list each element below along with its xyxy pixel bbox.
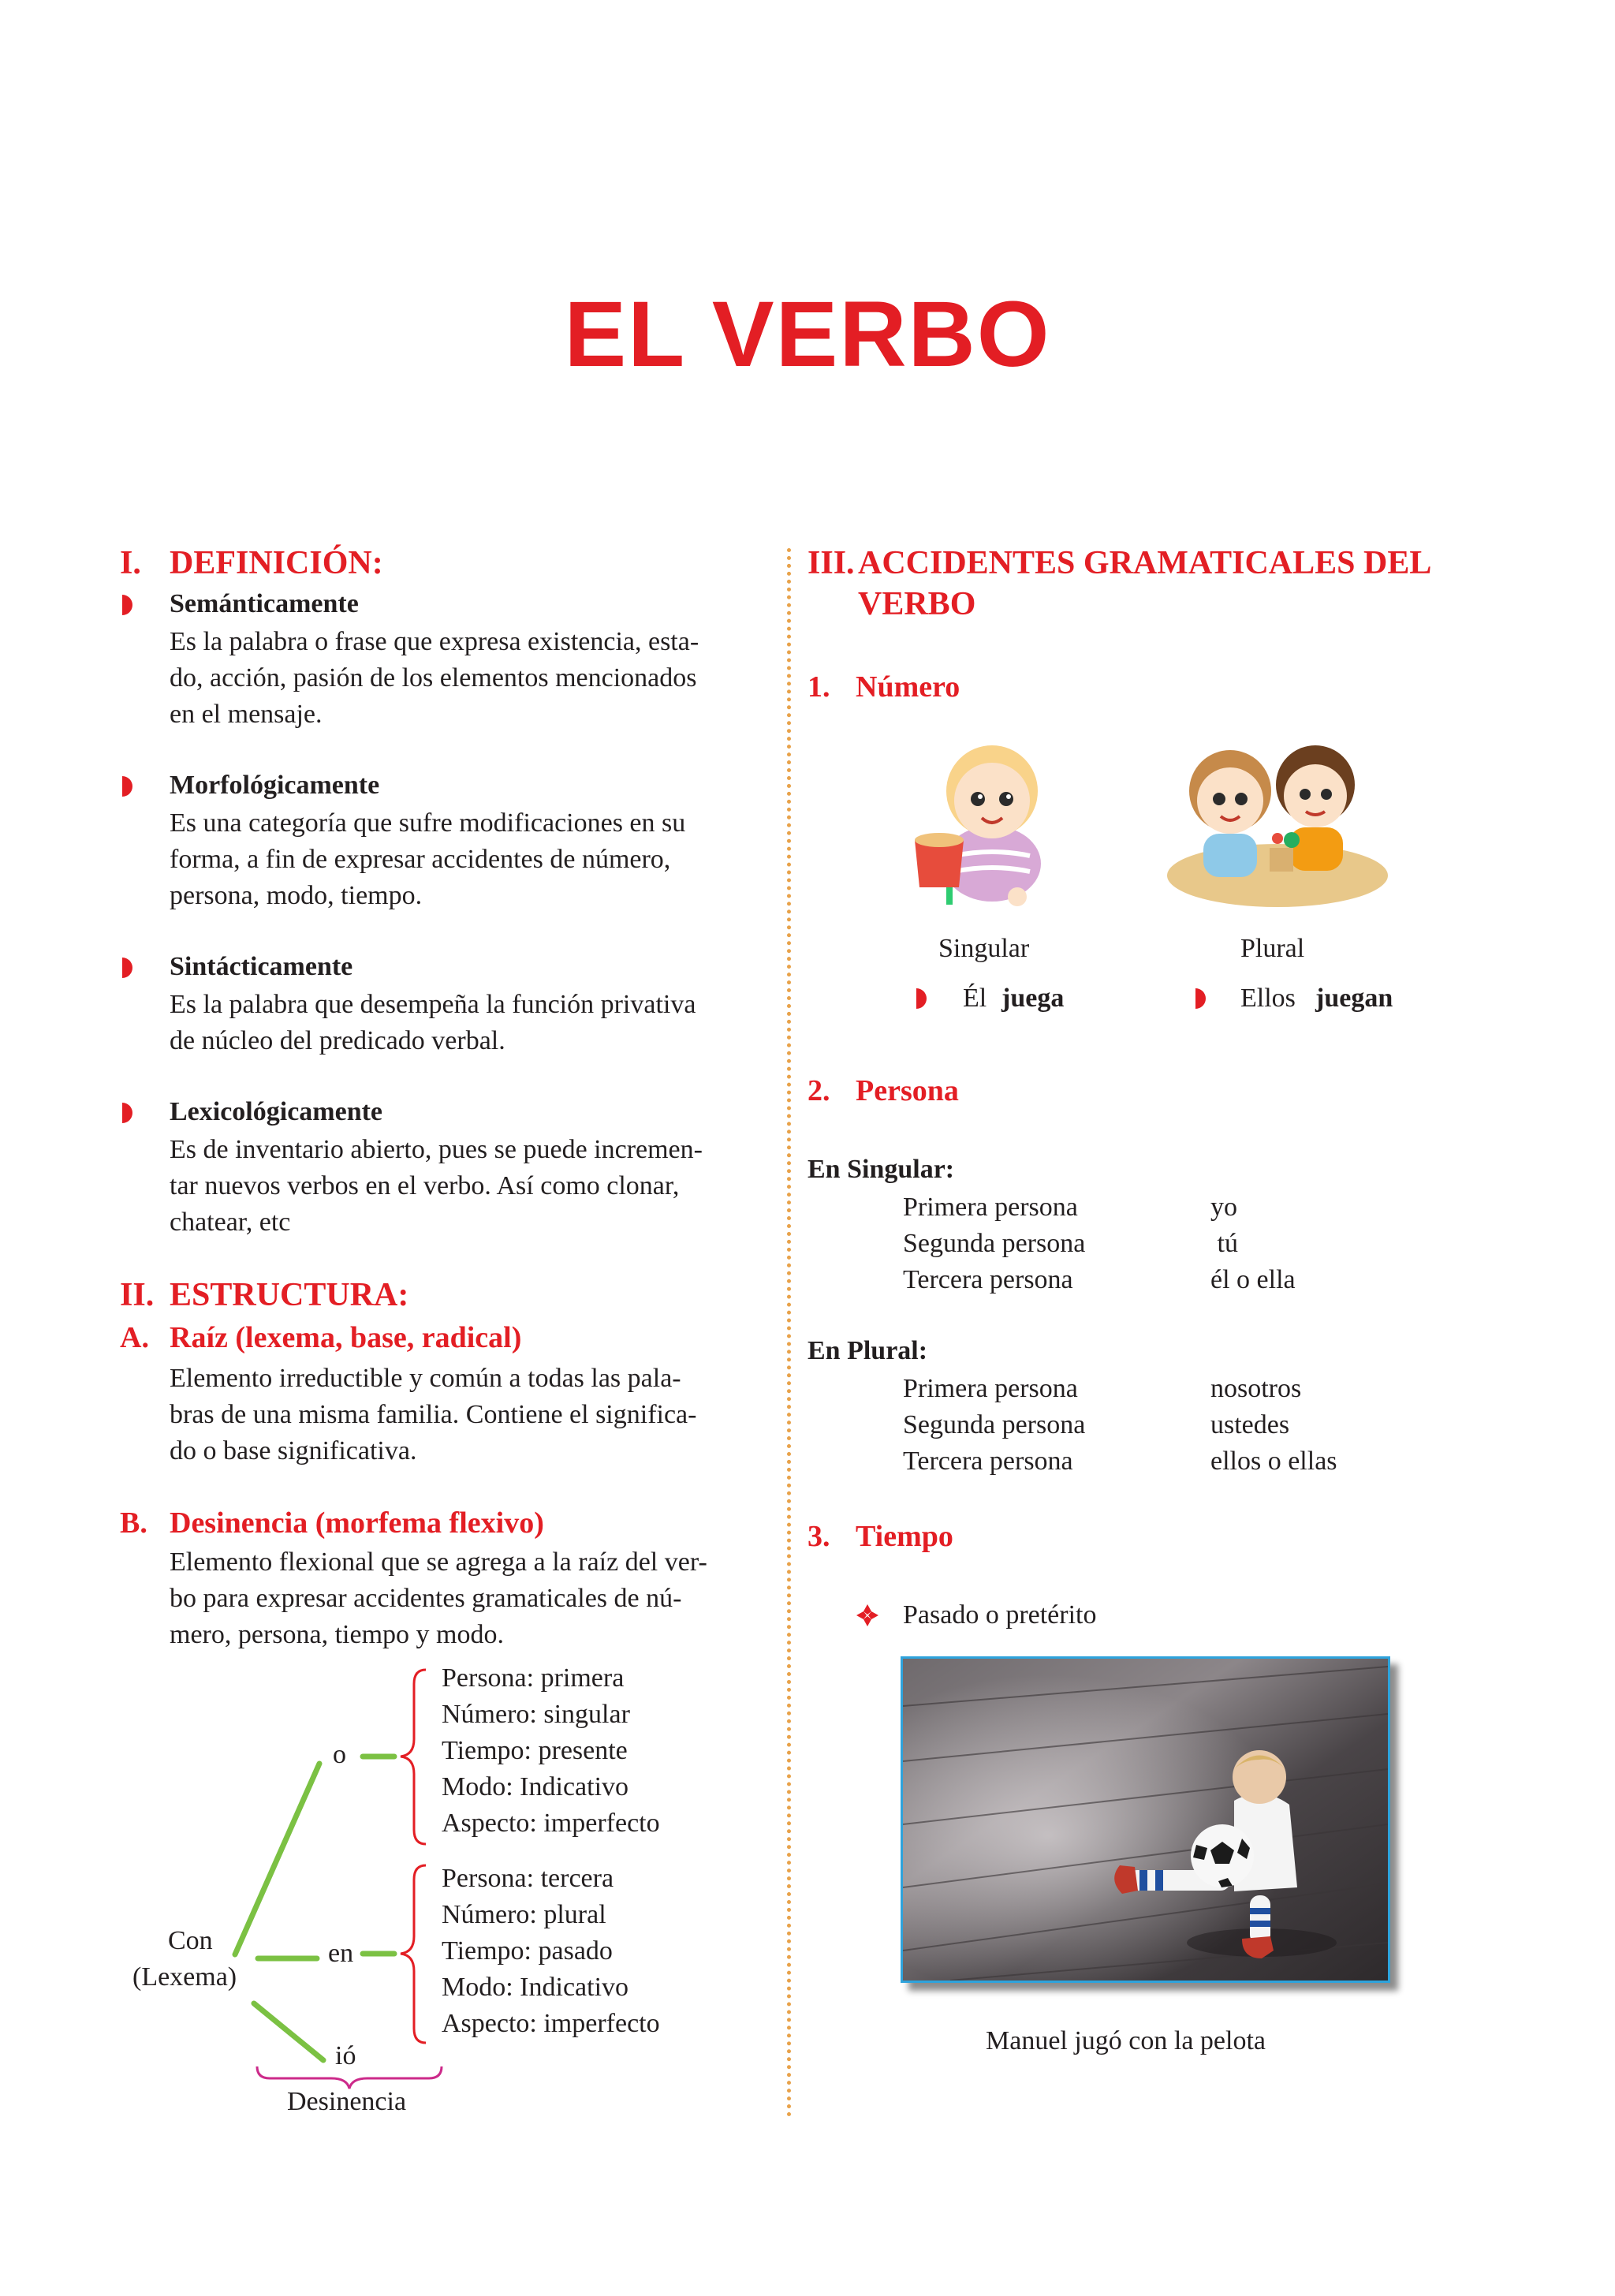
subsection-desinencia-number: B. [120, 1506, 147, 1540]
page-title: EL VERBO [564, 282, 1051, 386]
half-circle-bullet-icon [1195, 988, 1207, 1009]
plural-example-pronoun: Ellos [1240, 984, 1296, 1013]
definition-line: do, acción, pasión de los elementos mencionados [170, 663, 697, 693]
half-circle-bullet-icon [916, 988, 927, 1009]
photo-caption: Manuel jugó con la pelota [986, 2026, 1266, 2055]
persona-row-pronoun: tú [1210, 1229, 1238, 1258]
persona-plural-heading: En Plural: [808, 1336, 928, 1365]
persona-row-label: Segunda persona [903, 1229, 1086, 1258]
persona-row-label: Tercera persona [903, 1265, 1073, 1294]
persona-row-pronoun: ellos o ellas [1210, 1447, 1337, 1476]
children-plural-illustration [1159, 730, 1388, 911]
definition-label: Lexicológicamente [170, 1097, 383, 1126]
diagram-root-note: (Lexema) [132, 1962, 237, 1992]
section-accidentes-title-line2: VERBO [858, 586, 976, 622]
subsection-numero-number: 1. [808, 670, 830, 704]
diagram-ending-io: ió [335, 2041, 356, 2070]
boy-with-ball-photo [901, 1656, 1390, 1983]
persona-row-label: Primera persona [903, 1193, 1078, 1222]
section-accidentes-title-line1: ACCIDENTES GRAMATICALES DEL [858, 545, 1432, 581]
section-estructura-title: ESTRUCTURA: [170, 1277, 409, 1313]
section-definicion-number: I. [120, 545, 141, 581]
desinencia-line: mero, persona, tiempo y modo. [170, 1620, 504, 1649]
diagram-feature: Tiempo: presente [442, 1736, 628, 1765]
subsection-persona-title: Persona [856, 1074, 959, 1107]
persona-singular-heading: En Singular: [808, 1155, 955, 1184]
diamond-flower-bullet-icon [856, 1604, 878, 1626]
diagram-lines [0, 0, 789, 2296]
persona-row-pronoun: yo [1210, 1193, 1237, 1222]
diagram-root: Con [168, 1926, 213, 1955]
diagram-feature: Aspecto: imperfecto [442, 2009, 660, 2038]
persona-row-pronoun: él o ella [1210, 1265, 1296, 1294]
section-accidentes-number: III. [808, 545, 855, 581]
section-definicion-title: DEFINICIÓN: [170, 545, 383, 581]
raiz-line: do o base significativa. [170, 1436, 417, 1465]
subsection-numero-title: Número [856, 670, 960, 704]
definition-line: persona, modo, tiempo. [170, 881, 423, 910]
diagram-ending-o: o [333, 1740, 346, 1769]
diagram-feature: Aspecto: imperfecto [442, 1809, 660, 1838]
singular-example-verb: juega [1001, 984, 1065, 1013]
child-singular-illustration [899, 730, 1080, 911]
subsection-raiz-title: Raíz (lexema, base, radical) [170, 1321, 522, 1354]
definition-line: en el mensaje. [170, 700, 323, 729]
subsection-raiz-number: A. [120, 1321, 149, 1354]
diagram-desinencia-label: Desinencia [287, 2087, 407, 2116]
definition-line: Es una categoría que sufre modificaciones en su [170, 808, 686, 838]
definition-line: forma, a fin de expresar accidentes de número, [170, 845, 671, 874]
column-divider [787, 548, 791, 2118]
subsection-tiempo-number: 3. [808, 1520, 830, 1553]
desinencia-line: bo para expresar accidentes gramaticales de nú- [170, 1584, 682, 1613]
persona-row-label: Tercera persona [903, 1447, 1073, 1476]
definition-line: chatear, etc [170, 1208, 291, 1237]
desinencia-line: Elemento flexional que se agrega a la raíz del ver- [170, 1547, 707, 1577]
persona-row-label: Segunda persona [903, 1410, 1086, 1439]
raiz-line: Elemento irreductible y común a todas las pala- [170, 1364, 681, 1393]
persona-row-pronoun: ustedes [1210, 1410, 1290, 1439]
diagram-ending-en: en [328, 1939, 354, 1968]
persona-row-label: Primera persona [903, 1374, 1078, 1403]
diagram-feature: Número: plural [442, 1900, 606, 1929]
definition-line: de núcleo del predicado verbal. [170, 1026, 505, 1055]
tiempo-item: Pasado o pretérito [903, 1600, 1097, 1630]
diagram-feature: Modo: Indicativo [442, 1772, 629, 1801]
definition-label: Morfológicamente [170, 771, 380, 800]
diagram-feature: Modo: Indicativo [442, 1973, 629, 2002]
plural-example-verb: juegan [1315, 984, 1393, 1013]
persona-row-pronoun: nosotros [1210, 1374, 1302, 1403]
section-estructura-number: II. [120, 1277, 155, 1313]
definition-line: Es la palabra que desempeña la función privativa [170, 990, 696, 1019]
definition-line: Es de inventario abierto, pues se puede incremen- [170, 1135, 703, 1164]
subsection-persona-number: 2. [808, 1074, 830, 1107]
definition-label: Sintácticamente [170, 952, 353, 981]
singular-label: Singular [938, 934, 1030, 963]
diagram-feature: Persona: tercera [442, 1864, 614, 1893]
definition-line: tar nuevos verbos en el verbo. Así como clonar, [170, 1171, 680, 1200]
diagram-feature: Persona: primera [442, 1663, 625, 1693]
definition-label: Semánticamente [170, 589, 359, 618]
definition-line: Es la palabra o frase que expresa existencia, esta- [170, 627, 699, 656]
raiz-line: bras de una misma familia. Contiene el significa- [170, 1400, 697, 1429]
subsection-desinencia-title: Desinencia (morfema flexivo) [170, 1506, 544, 1540]
plural-label: Plural [1240, 934, 1305, 963]
subsection-tiempo-title: Tiempo [856, 1520, 953, 1553]
singular-example-pronoun: Él [963, 984, 987, 1013]
diagram-feature: Número: singular [442, 1700, 630, 1729]
diagram-feature: Tiempo: pasado [442, 1936, 613, 1966]
